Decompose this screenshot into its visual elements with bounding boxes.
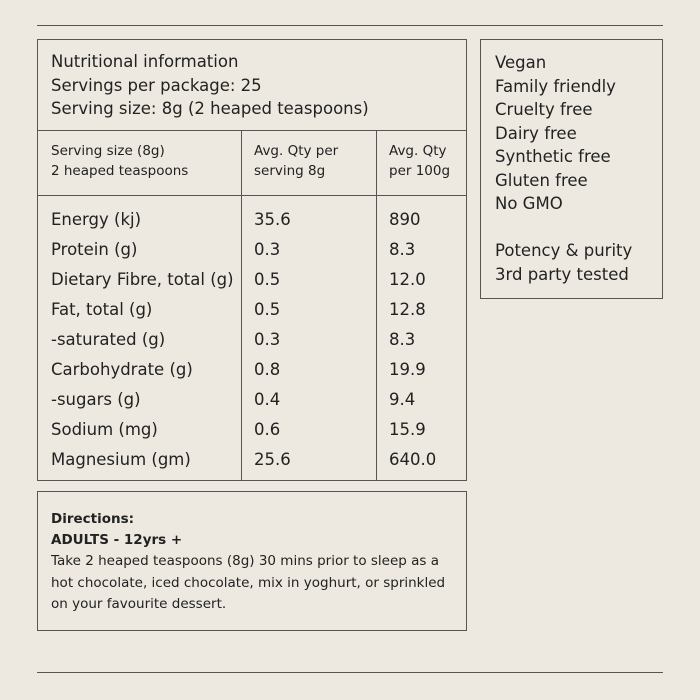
nutrient-name: Magnesium (gm) (51, 450, 191, 469)
claims-footer-line1: Potency & purity (495, 241, 633, 260)
nutrient-name: Fat, total (g) (51, 300, 153, 319)
claim-item: Cruelty free (495, 100, 593, 119)
nutrient-name: -sugars (g) (51, 390, 141, 409)
table-row (38, 445, 466, 475)
nutrition-rows (38, 205, 466, 475)
claims-spacer (495, 216, 662, 240)
nutrition-column-headers (38, 131, 466, 196)
per-100g-value: 15.9 (389, 420, 426, 439)
column-header-serving-line1: Serving size (8g) (51, 143, 165, 159)
directions-text-line: Take 2 heaped teaspoons (8g) 30 mins prior to sleep as a (51, 553, 440, 569)
table-row (38, 265, 466, 295)
servings-per-package: Servings per package: 25 (51, 75, 262, 95)
bottom-divider (37, 672, 663, 673)
nutrient-name: Carbohydrate (g) (51, 360, 193, 379)
column-header-per-100g (389, 142, 450, 181)
directions-text-line: hot chocolate, iced chocolate, mix in yoghurt, or sprinkled (51, 574, 446, 591)
column-header-serving (51, 142, 188, 181)
table-row (38, 385, 466, 415)
nutrient-name: Dietary Fibre, total (g) (51, 270, 234, 289)
table-row (38, 355, 466, 385)
per-100g-value: 890 (389, 210, 421, 229)
column-header-per-100g-line1: Avg. Qty (389, 143, 447, 159)
column-header-per-serving (254, 142, 338, 181)
nutrient-name: Protein (g) (51, 240, 138, 259)
top-divider (37, 25, 663, 26)
claim-item: Family friendly (495, 76, 616, 96)
nutrition-panel (37, 39, 467, 481)
per-serving-value: 0.3 (254, 240, 281, 259)
claim-item: Vegan (495, 53, 547, 72)
per-100g-value: 12.0 (389, 270, 426, 289)
nutrient-name: -saturated (g) (51, 330, 166, 349)
table-row (38, 295, 466, 325)
nutrition-header (38, 40, 466, 131)
per-serving-value: 25.6 (254, 450, 291, 469)
directions-audience: ADULTS - 12yrs + (51, 532, 183, 548)
claim-item: No GMO (495, 194, 563, 213)
per-100g-value: 640.0 (389, 450, 437, 469)
nutrition-title: Nutritional information (51, 52, 239, 71)
column-header-per-serving-line2: serving 8g (254, 162, 326, 179)
table-row (38, 325, 466, 355)
table-row (38, 205, 466, 235)
table-row (38, 415, 466, 445)
per-serving-value: 0.5 (254, 300, 281, 319)
per-serving-value: 35.6 (254, 210, 291, 229)
per-serving-value: 0.8 (254, 360, 281, 379)
claim-item: Dairy free (495, 123, 577, 143)
claims-panel (480, 39, 663, 299)
per-100g-value: 8.3 (389, 240, 416, 259)
per-100g-value: 19.9 (389, 360, 426, 379)
per-serving-value: 0.4 (254, 390, 281, 409)
directions-heading: Directions: (51, 511, 135, 527)
column-header-per-serving-line1: Avg. Qty per (254, 143, 339, 159)
column-header-serving-line2: 2 heaped teaspoons (51, 162, 189, 179)
column-header-per-100g-line2: per 100g (389, 162, 451, 179)
directions-panel (37, 491, 467, 631)
per-serving-value: 0.6 (254, 420, 281, 439)
serving-size: Serving size: 8g (2 heaped teaspoons) (51, 99, 369, 118)
per-serving-value: 0.5 (254, 270, 281, 289)
claims-footer-line2: 3rd party tested (495, 264, 629, 284)
per-serving-value: 0.3 (254, 330, 281, 349)
claim-item: Gluten free (495, 170, 588, 190)
nutrient-name: Energy (kj) (51, 210, 142, 229)
per-100g-value: 9.4 (389, 390, 416, 409)
table-row (38, 235, 466, 265)
directions-text-line: on your favourite dessert. (51, 596, 227, 612)
per-100g-value: 8.3 (389, 330, 416, 349)
nutrient-name: Sodium (mg) (51, 420, 158, 439)
claim-item: Synthetic free (495, 147, 611, 166)
per-100g-value: 12.8 (389, 300, 426, 319)
